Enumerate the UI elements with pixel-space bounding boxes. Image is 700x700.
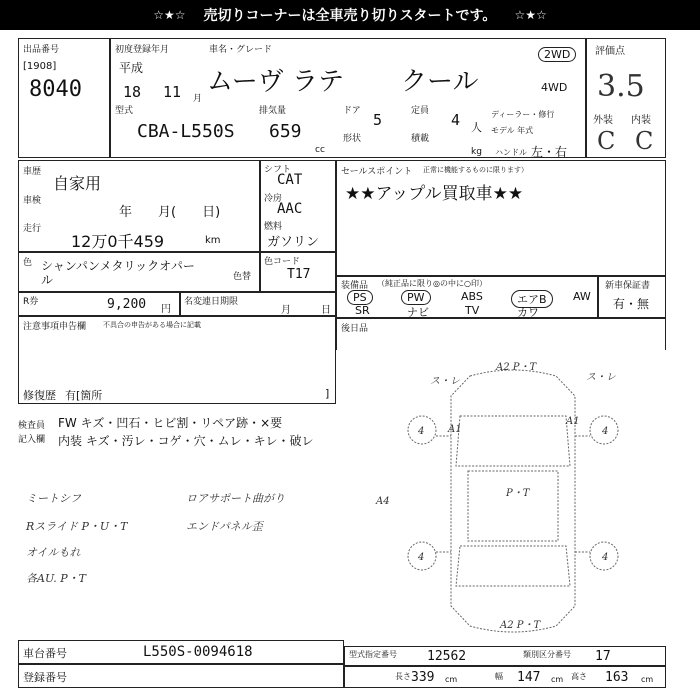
sales-label: セールスポイント [341, 167, 413, 177]
wid-value: 147 [517, 670, 541, 685]
color-value: シャンパンメタリックオパール [41, 259, 195, 287]
hei-value: 163 [605, 670, 629, 685]
r-ticket-unit: 円 [161, 304, 171, 315]
header-banner [0, 0, 700, 30]
equip-label: 装備品 [341, 281, 369, 291]
hand-note-4: 各AU. P・T [26, 572, 86, 585]
type-cert-value: 12562 [427, 649, 467, 664]
diag-mark-wheel-fl: 4 [418, 426, 425, 437]
month-unit: 月 [193, 94, 203, 104]
stars-right: ☆★☆ [514, 8, 547, 22]
shift-value: CAT [277, 172, 303, 188]
roof [468, 471, 558, 541]
equip-note: （純正品に限り◎の中に○印） [377, 279, 487, 288]
color-code-label: 色コード [264, 257, 301, 267]
type-cert-box [344, 646, 666, 666]
grade: クール [401, 67, 479, 97]
name-change-box [180, 292, 336, 316]
inspector-line-2: 内装 キズ・汚レ・コゲ・穴・ムレ・キレ・破レ [58, 434, 314, 448]
notes-sub: 不具合の申告がある場合に記載 [103, 321, 201, 329]
equip-tv: TV [465, 304, 480, 317]
score-label: 評価点 [595, 46, 625, 57]
len-unit: cm [445, 675, 458, 684]
after-label: 後日品 [341, 324, 369, 334]
hei-label: 高さ [571, 672, 587, 681]
dimensions-box [344, 666, 666, 688]
reg-label: 初度登録年月 [115, 45, 170, 55]
diag-mark-wheel-rr: 4 [602, 552, 609, 563]
diag-mark-fl: ス・レ [430, 376, 460, 387]
repair-value: 有[箇所 [65, 389, 103, 402]
int-value: C [635, 127, 654, 155]
score-value: 3.5 [597, 69, 645, 104]
era: 平成 [119, 61, 144, 75]
shift-label: シフト [264, 165, 292, 175]
fuel-label: 燃料 [264, 222, 283, 232]
lot-sub: [1908] [23, 61, 57, 72]
diag-label-a1-right: A1 [566, 416, 580, 427]
sales-note: 正常に機能するものに限ります） [423, 166, 528, 174]
disp-label: 排気量 [259, 106, 287, 116]
len-label: 長さ [395, 672, 411, 681]
diag-mark-wheel-rl: 4 [418, 552, 425, 563]
name-change-day: 日 [321, 305, 331, 316]
class-label: 類別区分番号 [523, 650, 571, 659]
len-value: 339 [411, 670, 435, 685]
notes-box [18, 316, 336, 404]
car-damage-diagram [360, 356, 666, 642]
r-ticket-box [18, 292, 180, 316]
cat-label: 車歴 [23, 167, 42, 177]
hand-note-1: ミートシフ [26, 492, 81, 505]
name-change-month: 月 [281, 305, 291, 316]
name-change-label: 名変連日期限 [184, 297, 239, 307]
class-value: 17 [595, 649, 611, 664]
load-unit: kg [471, 147, 482, 157]
ext-label: 外装 [593, 115, 613, 126]
handle-value: 左・右 [531, 145, 568, 159]
reg-month: 11 [163, 83, 182, 101]
wid-label: 幅 [495, 672, 503, 681]
model-label: 車名・グレード [209, 45, 273, 55]
equip-aw: AW [573, 290, 591, 303]
ext-value: C [597, 127, 616, 155]
diag-label-rear: A2 P・T [500, 620, 541, 631]
equip-sr: SR [355, 304, 370, 317]
diag-label-a1-left: A1 [448, 424, 462, 435]
int-label: 内装 [631, 115, 651, 126]
type-label: 型式 [115, 106, 134, 116]
model-name: ムーヴ ラテ [207, 67, 344, 97]
color-change-label: 色替 [233, 272, 252, 282]
color-code-value: T17 [287, 267, 311, 282]
door-label: ドア [343, 106, 361, 116]
inspector-label-1: 検査員 [18, 421, 46, 431]
repair-close: ] [325, 387, 330, 400]
car-body-outline [451, 370, 575, 632]
cap-value: 4 [451, 111, 461, 129]
ac-label: 冷房 [264, 194, 283, 204]
hand-note-6: エンドパネル歪 [186, 520, 263, 533]
equip-leather: カワ [517, 306, 539, 319]
repair-label: 修復歴 [23, 389, 56, 402]
cat-value: 自家用 [53, 174, 102, 193]
chassis-value: L550S-0094618 [143, 644, 253, 660]
cap-unit: 人 [471, 121, 482, 134]
shape-label: 形状 [343, 134, 362, 144]
banner-text: 売切りコーナーは全車売り切りスタートです。 [203, 8, 497, 24]
color-box [18, 252, 260, 292]
hand-note-5: ロアサポート曲がり [186, 492, 285, 505]
color-code-box [260, 252, 336, 292]
color-label: 色 [23, 258, 33, 268]
inspector-label-2: 記入欄 [18, 435, 46, 445]
inspect-value: 年 月( 日) [119, 205, 221, 220]
lot-label: 出品番号 [23, 45, 60, 55]
type-cert-label: 型式指定番号 [349, 650, 397, 659]
lot-box [18, 38, 110, 158]
ac-value: AAC [277, 201, 303, 217]
dealer-label: ディーラー・修行 [491, 110, 555, 119]
spec-box [260, 160, 336, 252]
fuel-value: ガソリン [267, 235, 320, 250]
equip-navi: ナビ [407, 306, 429, 319]
sales-point-box [336, 160, 666, 276]
lot-number: 8040 [29, 77, 82, 102]
r-ticket-label: R券 [23, 297, 39, 307]
notes-label: 注意事項申告欄 [23, 322, 87, 332]
equip-airbag: エアB [511, 290, 553, 308]
sales-value: ★★アップル買取車★★ [345, 184, 524, 204]
wid-unit: cm [551, 675, 564, 684]
equipment-box [336, 276, 598, 318]
reg-number-box [18, 664, 344, 688]
handle-label: ハンドル [495, 148, 527, 157]
hand-note-3: オイルもれ [26, 546, 81, 559]
mileage-label: 走行 [23, 224, 42, 234]
diag-mark-fr: ス・レ [586, 372, 616, 383]
chassis-label: 車台番号 [23, 647, 67, 660]
equip-ps: PS [347, 290, 373, 305]
r-ticket-value: 9,200 [107, 297, 147, 312]
score-box [586, 38, 666, 158]
reg-number-label: 登録番号 [23, 671, 67, 684]
diag-label-front: A2 P・T [496, 362, 537, 373]
door-value: 5 [373, 111, 383, 129]
warranty-label: 新車保証書 [605, 281, 651, 291]
after-box [336, 318, 666, 350]
front-glass [456, 416, 570, 466]
load-label: 積載 [411, 134, 430, 144]
reg-year: 18 [123, 83, 142, 101]
drive-4wd: 4WD [541, 81, 568, 94]
disp-unit: cc [315, 145, 325, 155]
drive-2wd: 2WD [538, 47, 576, 62]
warranty-value: 有・無 [613, 297, 650, 311]
chassis-box [18, 640, 344, 664]
equip-pw: PW [401, 290, 431, 305]
diag-label-a4: A4 [376, 496, 390, 507]
model-year-label: モデル 年式 [491, 126, 534, 135]
history-box [18, 160, 260, 252]
type-value: CBA-L550S [137, 121, 235, 142]
equip-abs: ABS [461, 290, 483, 303]
rear-glass [456, 546, 570, 586]
diag-label-center: P・T [506, 488, 530, 499]
mileage-value: 12万0千459 [71, 232, 165, 251]
inspect-label: 車検 [23, 196, 42, 206]
hand-note-2: Rスライド P・U・T [26, 520, 128, 533]
cap-label: 定員 [411, 106, 430, 116]
diag-mark-wheel-fr: 4 [602, 426, 609, 437]
stars-left: ☆★☆ [153, 8, 186, 22]
inspector-line-1: FW キズ・凹石・ヒビ割・リペア跡・×要 [58, 416, 283, 430]
warranty-box [598, 276, 666, 318]
hei-unit: cm [641, 675, 654, 684]
car-info-box [110, 38, 586, 158]
disp-value: 659 [269, 121, 302, 142]
mileage-unit: km [205, 235, 221, 246]
